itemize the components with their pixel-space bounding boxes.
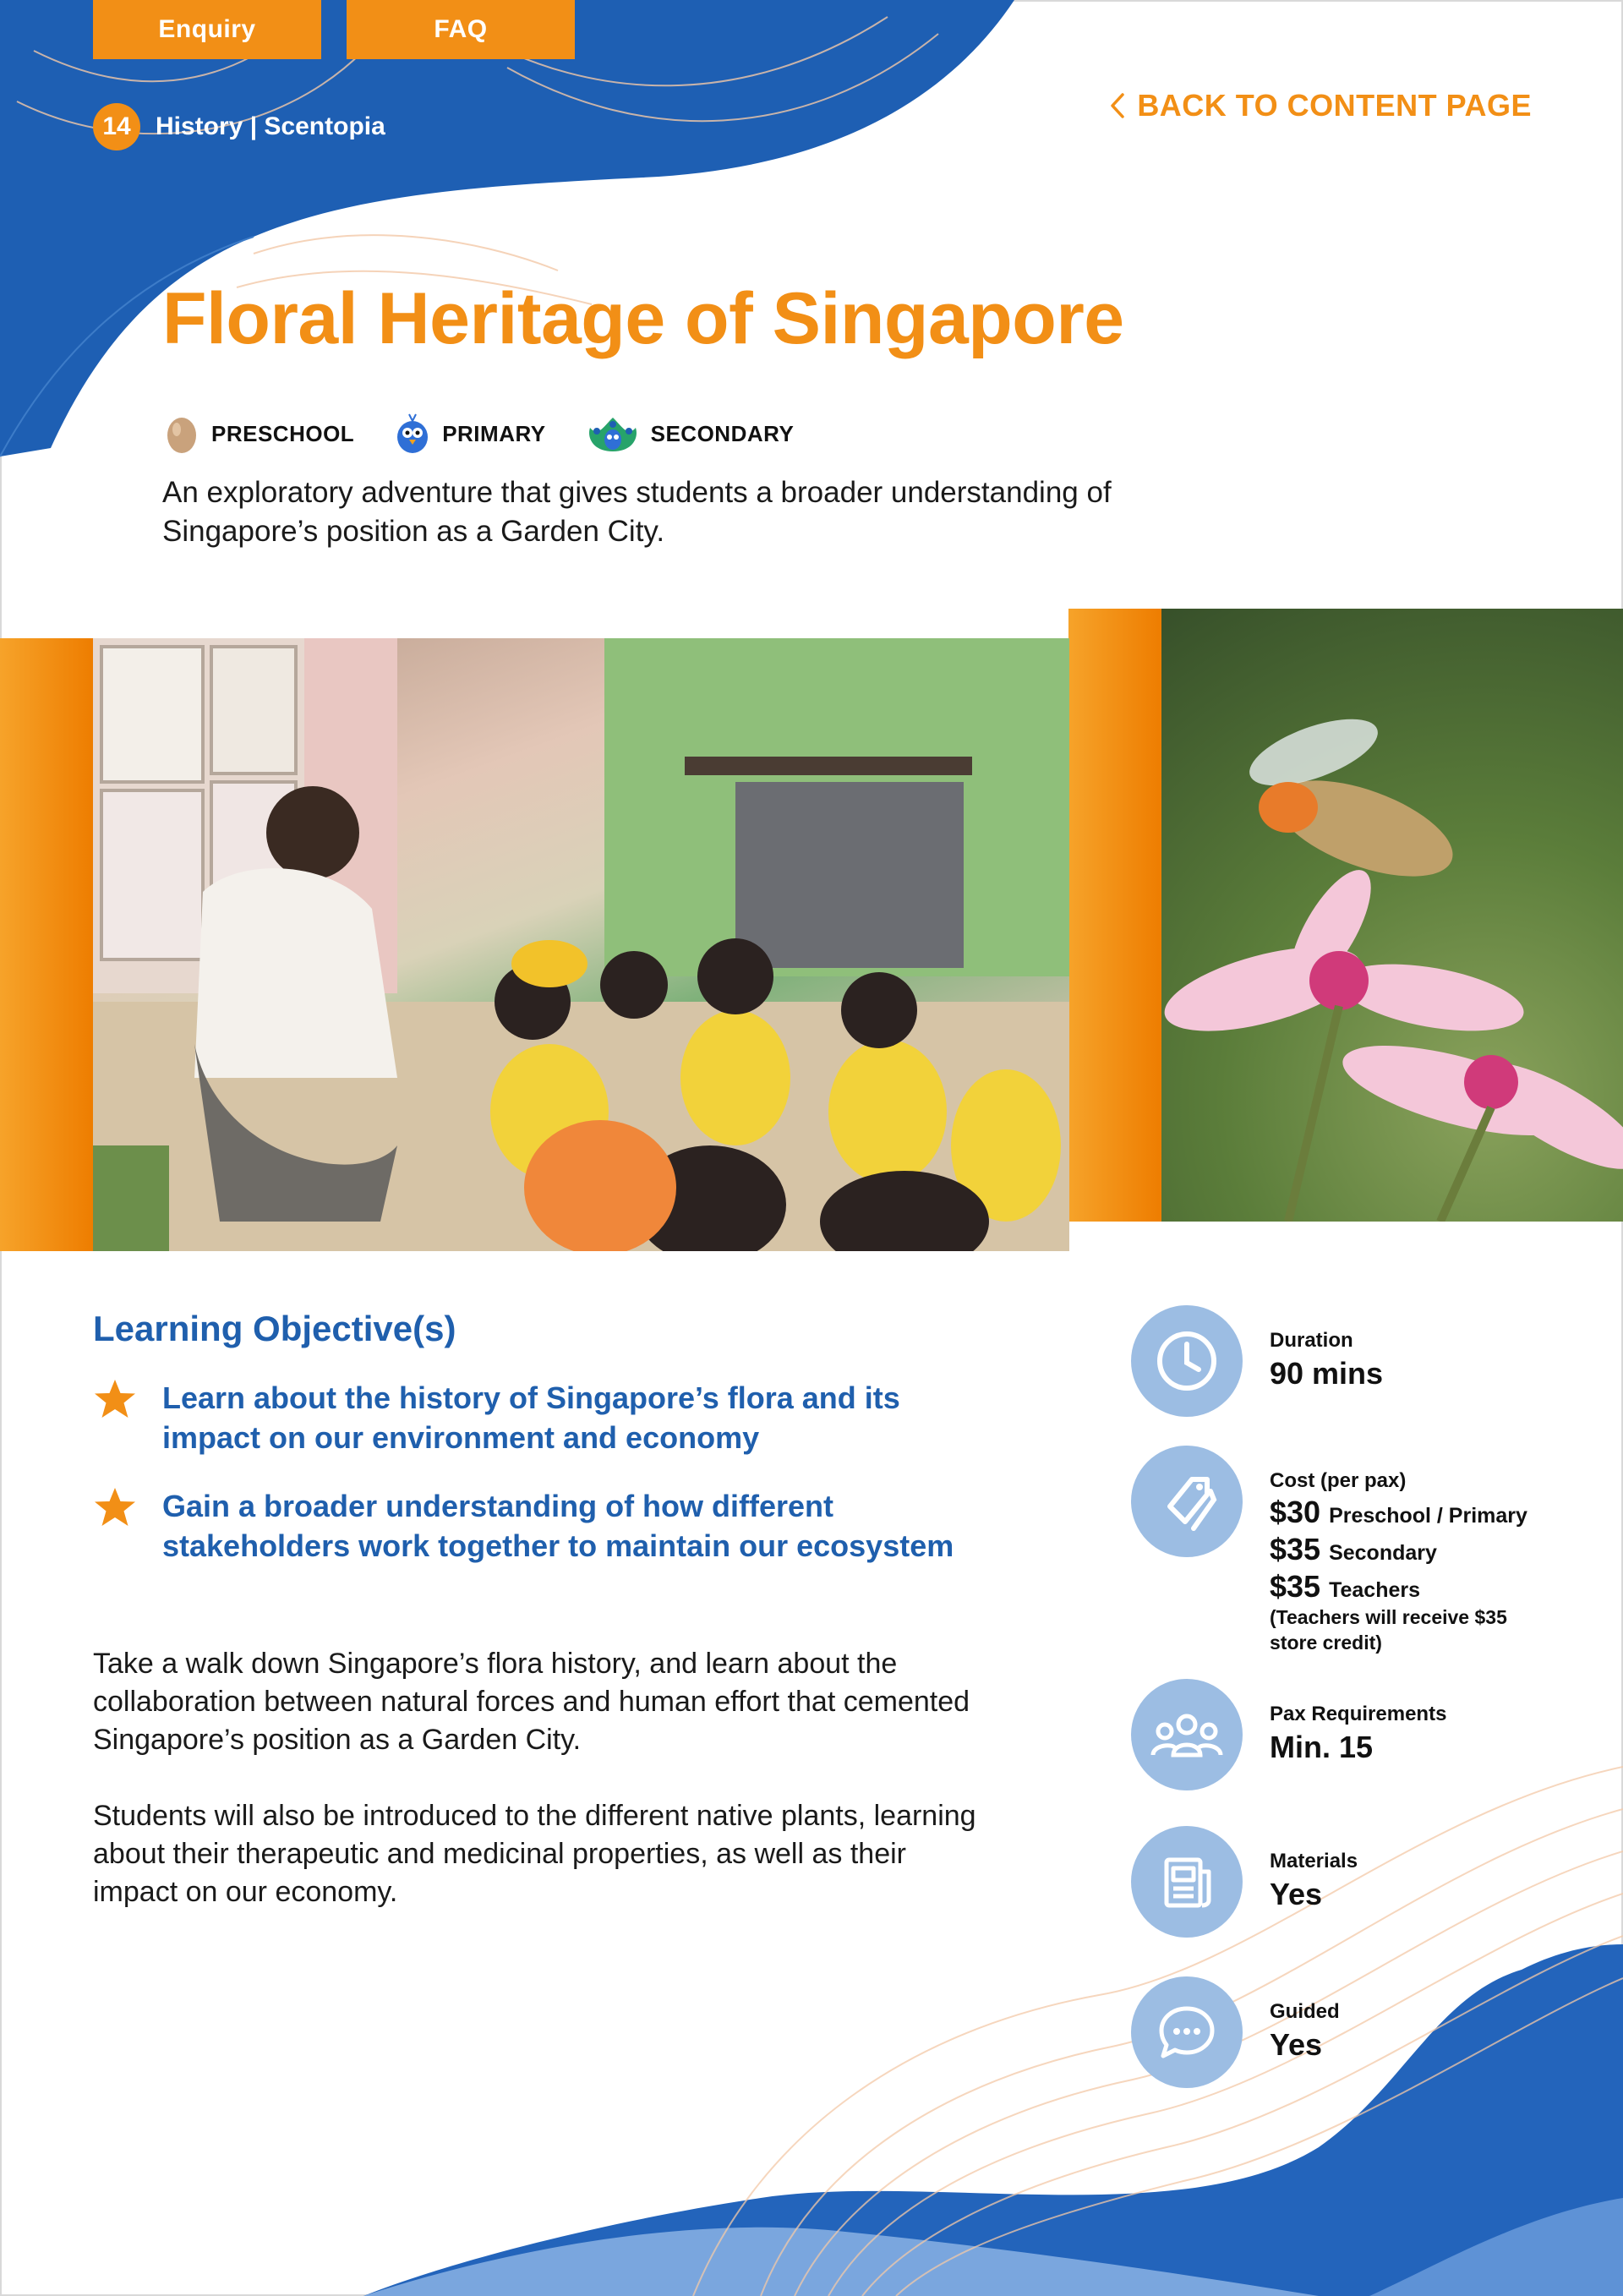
- objective-item: [93, 1486, 981, 1566]
- cost-audience: Teachers: [1329, 1578, 1421, 1602]
- clock-icon: [1131, 1305, 1243, 1417]
- cost-label: Cost (per pax): [1270, 1469, 1407, 1492]
- duration-value: 90 mins: [1270, 1356, 1384, 1391]
- peacock-icon: [585, 413, 641, 455]
- learning-objectives-heading: Learning Objective(s): [93, 1309, 456, 1348]
- level-tags: [162, 413, 833, 455]
- price-tag-icon: [1131, 1446, 1243, 1557]
- info-duration: [1131, 1305, 1383, 1417]
- chevron-left-icon: [1110, 92, 1125, 119]
- cost-amount: $35: [1270, 1569, 1321, 1604]
- level-primary: [393, 413, 545, 455]
- breadcrumb: History | Scentopia: [156, 112, 385, 140]
- guided-value: Yes: [1270, 2027, 1323, 2062]
- cost-line: [1270, 1532, 1549, 1567]
- page-title: Floral Heritage of Singapore: [162, 278, 1124, 359]
- guided-label: Guided: [1270, 2000, 1340, 2023]
- level-label: SECONDARY: [650, 420, 795, 446]
- star-icon: [93, 1486, 144, 1566]
- orange-band-right: [1068, 609, 1161, 1222]
- materials-value: Yes: [1270, 1877, 1323, 1911]
- info-materials: [1131, 1826, 1358, 1938]
- cost-line: [1270, 1495, 1549, 1530]
- back-link-label: BACK TO CONTENT PAGE: [1137, 88, 1532, 123]
- info-cost: [1131, 1446, 1549, 1655]
- materials-label: Materials: [1270, 1850, 1358, 1872]
- group-icon: [1131, 1679, 1243, 1790]
- level-secondary: [585, 413, 795, 455]
- page-badge: [93, 103, 385, 150]
- duration-label: Duration: [1270, 1329, 1353, 1352]
- cost-audience: Preschool / Primary: [1329, 1504, 1527, 1528]
- page-number: 14: [93, 103, 140, 150]
- level-label: PRIMARY: [442, 420, 546, 446]
- chat-icon: [1131, 1976, 1243, 2088]
- star-icon: [93, 1378, 144, 1457]
- tab-enquiry[interactable]: Enquiry: [93, 0, 321, 59]
- description-paragraph: Take a walk down Singapore’s flora history, and learn about the collaboration between natural forces and human effort that cemented Singapore’s position as a Garden City.: [93, 1648, 970, 1756]
- pax-label: Pax Requirements: [1270, 1703, 1447, 1725]
- bee-flower-photo: [1161, 609, 1623, 1222]
- level-preschool: [162, 413, 354, 455]
- orange-band-left: [0, 638, 93, 1251]
- description-paragraph: Students will also be introduced to the different native plants, learning about their therapeutic and medicinal properties, as well as their impact on our economy.: [93, 1800, 976, 1908]
- document-icon: [1131, 1826, 1243, 1938]
- cost-audience: Secondary: [1329, 1541, 1437, 1565]
- objective-item: [93, 1378, 981, 1457]
- tab-faq[interactable]: FAQ: [347, 0, 575, 59]
- cost-note: (Teachers will receive $35 store credit): [1270, 1606, 1507, 1654]
- pax-value: Min. 15: [1270, 1730, 1374, 1764]
- objective-text: Learn about the history of Singapore’s flora and its impact on our environment and economy: [162, 1380, 900, 1455]
- egg-icon: [162, 413, 201, 455]
- intro-text: An exploratory adventure that gives students a broader understanding of Singapore’s position as a Garden City.: [162, 476, 1112, 548]
- level-label: PRESCHOOL: [211, 420, 355, 446]
- bird-icon: [393, 413, 432, 455]
- cost-amount: $30: [1270, 1495, 1321, 1529]
- cost-amount: $35: [1270, 1532, 1321, 1566]
- info-guided: [1131, 1976, 1340, 2088]
- cost-line: [1270, 1569, 1549, 1604]
- info-pax: [1131, 1679, 1446, 1790]
- objective-text: Gain a broader understanding of how different stakeholders work together to maintain our ecosystem: [162, 1489, 954, 1563]
- back-to-content-link[interactable]: [1110, 88, 1532, 123]
- classroom-photo: [93, 638, 1069, 1251]
